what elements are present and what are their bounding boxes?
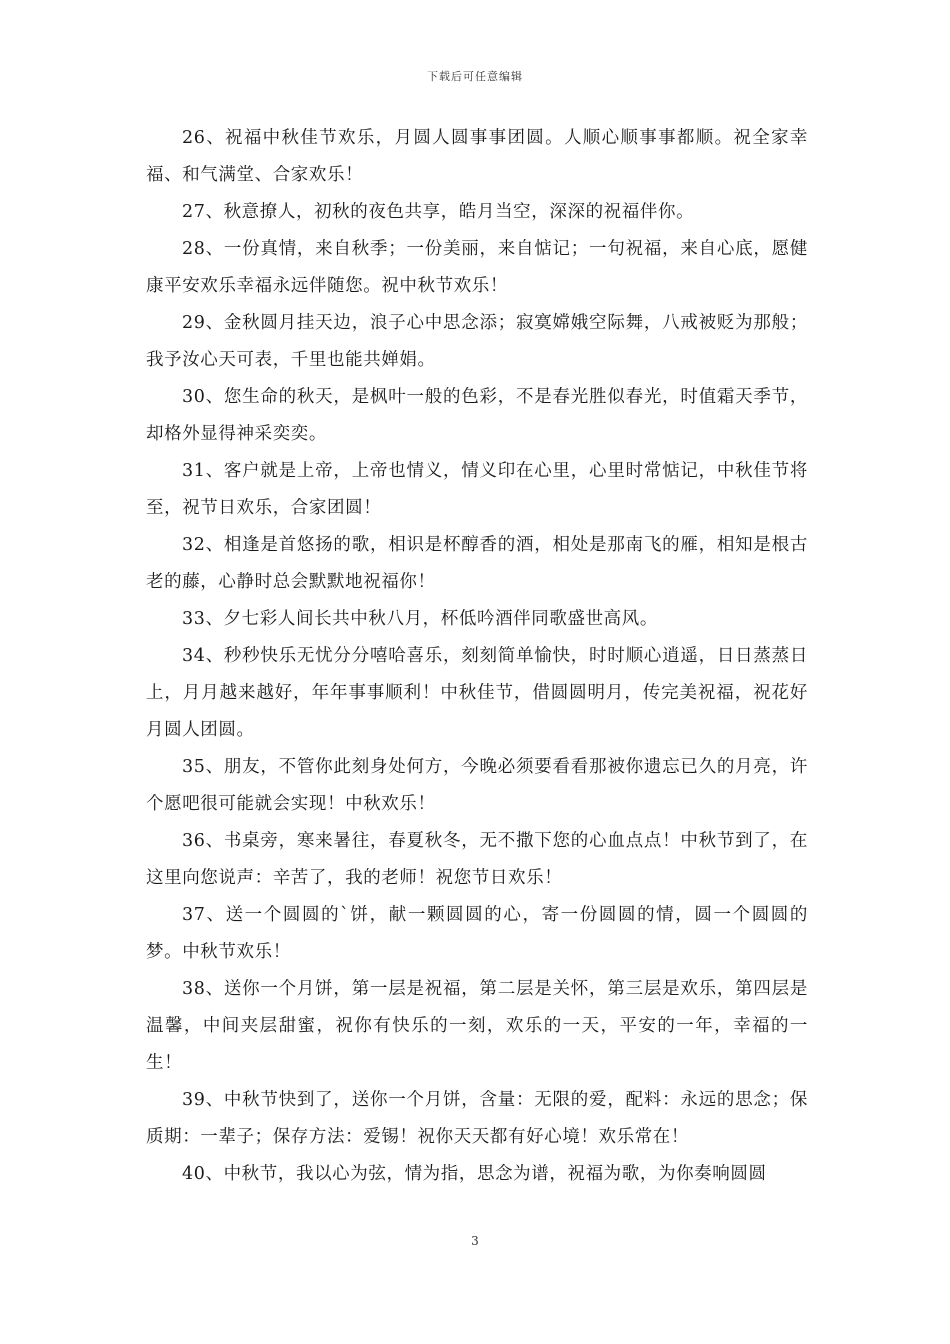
paragraph-32: 32、相逢是首悠扬的歌，相识是杯醇香的酒，相处是那南飞的雁，相知是根古老的藤，心静时总会默默地祝福你！ [146, 535, 808, 592]
paragraph-37: 37、送一个圆圆的`饼，献一颗圆圆的心，寄一份圆圆的情，圆一个圆圆的梦。中秋节欢乐！ [146, 905, 808, 962]
paragraph-38: 38、送你一个月饼，第一层是祝福，第二层是关怀，第三层是欢乐，第四层是温馨，中间夹层甜蜜，祝你有快乐的一刻，欢乐的一天，平安的一年，幸福的一生！ [146, 979, 808, 1073]
page-content [146, 120, 808, 1193]
paragraph-29: 29、金秋圆月挂天边，浪子心中思念添；寂寞嫦娥空际舞，八戒被贬为那般；我予汝心天可表，千里也能共婵娟。 [146, 313, 808, 370]
paragraph-31: 31、客户就是上帝，上帝也情义，情义印在心里，心里时常惦记，中秋佳节将至，祝节日欢乐，合家团圆！ [146, 461, 808, 518]
paragraph-40: 40、中秋节，我以心为弦，情为指，思念为谱，祝福为歌，为你奏响圆圆 [182, 1164, 767, 1184]
paragraph-26: 26、祝福中秋佳节欢乐，月圆人圆事事团圆。人顺心顺事事都顺。祝全家幸福、和气满堂、合家欢乐！ [146, 128, 808, 185]
page-number: 3 [471, 1234, 479, 1248]
paragraph-39: 39、中秋节快到了，送你一个月饼，含量：无限的爱，配料：永远的思念；保质期：一辈子；保存方法：爱锡！祝你天天都有好心境！欢乐常在！ [146, 1090, 808, 1147]
paragraph-28: 28、一份真情，来自秋季；一份美丽，来自惦记；一句祝福，来自心底，愿健康平安欢乐幸福永远伴随您。祝中秋节欢乐！ [146, 239, 808, 296]
paragraph-34: 34、秒秒快乐无忧分分嘻哈喜乐，刻刻简单愉快，时时顺心逍遥，日日蒸蒸日上，月月越来越好，年年事事顺利！中秋佳节，借圆圆明月，传完美祝福，祝花好月圆人团圆。 [146, 646, 808, 740]
paragraph-33: 33、夕七彩人间长共中秋八月，杯低吟酒伴同歌盛世高风。 [182, 609, 658, 629]
paragraph-27: 27、秋意撩人，初秋的夜色共享，皓月当空，深深的祝福伴你。 [182, 202, 695, 222]
paragraph-35: 35、朋友，不管你此刻身处何方，今晚必须要看看那被你遗忘已久的月亮，许个愿吧很可能就会实现！中秋欢乐！ [146, 757, 808, 814]
paragraph-36: 36、书桌旁，寒来暑往，春夏秋冬，无不撒下您的心血点点！中秋节到了，在这里向您说声：辛苦了，我的老师！祝您节日欢乐！ [146, 831, 808, 888]
paragraph-30: 30、您生命的秋天，是枫叶一般的色彩，不是春光胜似春光，时值霜天季节，却格外显得神采奕奕。 [146, 387, 808, 444]
page-header: 下载后可任意编辑 [427, 70, 523, 83]
